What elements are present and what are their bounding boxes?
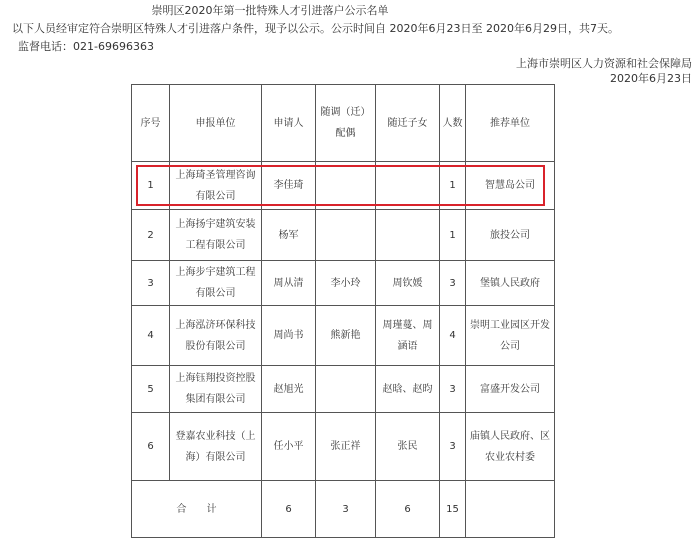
cell-seq: 5 [132,366,170,413]
total-count: 15 [440,481,466,538]
total-recommender [466,481,555,538]
cell-count: 3 [440,366,466,413]
cell-seq: 6 [132,413,170,481]
table-row [132,210,555,261]
cell-unit: 上海步宇建筑工程有限公司 [170,261,262,306]
cell-recommender: 富盛开发公司 [466,366,555,413]
total-label: 合 计 [132,481,262,538]
cell-count: 3 [440,413,466,481]
cell-seq: 3 [132,261,170,306]
total-spouse: 3 [316,481,376,538]
header-applicant: 申请人 [262,85,316,162]
header-unit: 申报单位 [170,85,262,162]
cell-count: 4 [440,306,466,366]
cell-children: 张民 [376,413,440,481]
table-header-row [132,85,555,162]
header-spouse: 随调（迁）配偶 [316,85,376,162]
table-row [132,261,555,306]
table-row [132,162,555,210]
cell-recommender: 智慧岛公司 [466,162,555,210]
cell-recommender: 旅投公司 [466,210,555,261]
document-title: 崇明区2020年第一批特殊人才引进落户公示名单 [151,4,389,17]
cell-applicant: 任小平 [262,413,316,481]
cell-count: 1 [440,162,466,210]
cell-seq: 1 [132,162,170,210]
cell-spouse [316,210,376,261]
cell-recommender: 堡镇人民政府 [466,261,555,306]
cell-unit: 登嘉农业科技（上海）有限公司 [170,413,262,481]
cell-unit: 上海钰翔投资控股集团有限公司 [170,366,262,413]
total-applicant: 6 [262,481,316,538]
table-total-row [132,481,555,538]
cell-unit: 上海琦圣管理咨询有限公司 [170,162,262,210]
cell-applicant: 周从清 [262,261,316,306]
table-row [132,306,555,366]
cell-children: 周钦媛 [376,261,440,306]
cell-spouse [316,366,376,413]
cell-applicant: 赵旭光 [262,366,316,413]
cell-children: 赵晗、赵昀 [376,366,440,413]
cell-applicant: 杨军 [262,210,316,261]
cell-count: 3 [440,261,466,306]
cell-spouse: 张正祥 [316,413,376,481]
table-row [132,366,555,413]
notice-text: 以下人员经审定符合崇明区特殊人才引进落户条件，现予以公示。公示时间自 2020年6月23日至 2020年6月29日，共7天。 [12,22,619,35]
cell-recommender: 崇明工业园区开发公司 [466,306,555,366]
header-count: 人数 [440,85,466,162]
cell-applicant: 周尚书 [262,306,316,366]
header-children: 随迁子女 [376,85,440,162]
publisher-name: 上海市崇明区人力资源和社会保障局 [516,57,692,70]
header-seq: 序号 [132,85,170,162]
header-recommender: 推荐单位 [466,85,555,162]
cell-spouse [316,162,376,210]
cell-children [376,162,440,210]
cell-recommender: 庙镇人民政府、区农业农村委 [466,413,555,481]
cell-seq: 4 [132,306,170,366]
total-children: 6 [376,481,440,538]
cell-children: 周瑾蔓、周涵语 [376,306,440,366]
cell-unit: 上海泓济环保科技股份有限公司 [170,306,262,366]
cell-spouse: 李小玲 [316,261,376,306]
cell-children [376,210,440,261]
cell-spouse: 熊新艳 [316,306,376,366]
talent-list-table [131,84,555,538]
cell-unit: 上海扬宇建筑安装工程有限公司 [170,210,262,261]
cell-applicant: 李佳琦 [262,162,316,210]
publish-date: 2020年6月23日 [610,72,692,85]
table-row [132,413,555,481]
supervision-phone: 监督电话：021-69696363 [18,40,154,53]
cell-seq: 2 [132,210,170,261]
cell-count: 1 [440,210,466,261]
